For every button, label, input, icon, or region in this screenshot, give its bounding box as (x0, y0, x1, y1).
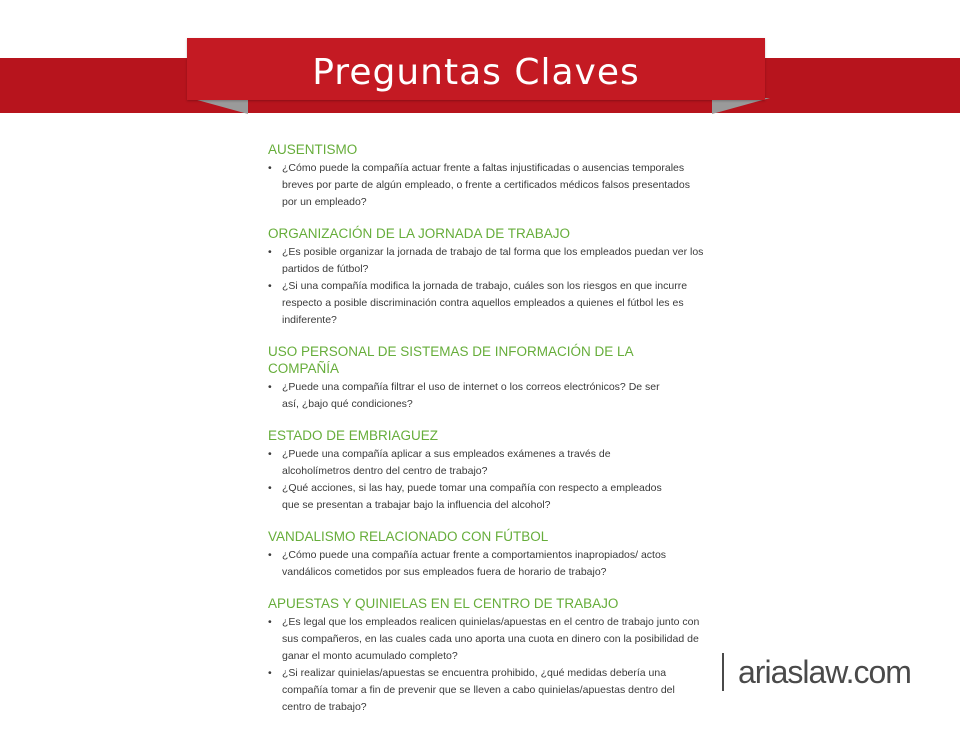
question-item: • ¿Puede una compañía filtrar el uso de internet o los correos electrónicos? De ser así, ¿bajo qué condiciones? (268, 379, 672, 413)
bullet-list (268, 547, 708, 581)
section-vandalismo (268, 528, 708, 581)
section-heading: APUESTAS Y QUINIELAS EN EL CENTRO DE TRABAJO (268, 596, 619, 611)
section-ausentismo (268, 141, 708, 211)
bullet-list (268, 244, 708, 329)
question-item: • ¿Cómo puede la compañía actuar frente a faltas injustificadas o ausencias temporales breves por parte de algún empleado, o frente a certificados médicos falsos presentados por un empleado? (268, 160, 708, 211)
question-item: • ¿Si realizar quinielas/apuestas se encuentra prohibido, ¿qué medidas debería una compañía tomar a fin de prevenir que se lleven a cabo quinielas/apuestas dentro del centro de trabajo? (268, 665, 692, 716)
section-heading: ORGANIZACIÓN DE LA JORNADA DE TRABAJO (268, 226, 571, 241)
section-heading: AUSENTISMO (268, 142, 358, 157)
bullet-list (268, 614, 708, 716)
section-uso-personal-sistemas (268, 343, 708, 413)
question-item: • ¿Si una compañía modifica la jornada de trabajo, cuáles son los riesgos en que incurre respecto a posible discriminación contra aquellos empleados a quienes el fútbol les es indiferente? (268, 278, 708, 329)
bullet-list (268, 446, 708, 514)
section-apuestas-quinielas (268, 595, 708, 716)
banner-fold-right (712, 98, 770, 114)
bullet-list (268, 379, 708, 413)
bullet-list (268, 160, 708, 211)
section-heading: ESTADO DE EMBRIAGUEZ (268, 428, 439, 443)
question-item: • ¿Puede una compañía aplicar a sus empleados exámenes a través de alcoholímetros dentro del centro de trabajo? (268, 446, 662, 480)
title-banner (187, 38, 765, 100)
slide-title: Preguntas Claves (312, 52, 640, 93)
banner-fold-left (190, 98, 248, 114)
question-item: • ¿Cómo puede una compañía actuar frente a comportamientos inapropiados/ actos vandálicos cometidos por sus empleados fuera de horario de trabajo? (268, 547, 692, 581)
section-estado-embriaguez (268, 427, 708, 514)
question-item: • ¿Qué acciones, si las hay, puede tomar una compañía con respecto a empleados que se presentan a trabajar bajo la influencia del alcohol? (268, 480, 662, 514)
section-heading: VANDALISMO RELACIONADO CON FÚTBOL (268, 529, 549, 544)
brand-logo (722, 652, 911, 692)
brand-divider (722, 653, 724, 691)
section-organizacion-jornada (268, 225, 708, 329)
section-heading: USO PERSONAL DE SISTEMAS DE INFORMACIÓN DE LA COMPAÑÍA (268, 344, 633, 376)
brand-text: ariaslaw.com (738, 653, 911, 690)
question-item: • ¿Es posible organizar la jornada de trabajo de tal forma que los empleados puedan ver los partidos de fútbol? (268, 244, 708, 278)
questions-document (268, 141, 708, 730)
question-item: • ¿Es legal que los empleados realicen quinielas/apuestas en el centro de trabajo junto con sus compañeros, en las cuales cada uno aporta una cuota en dinero con la posibilidad de ganar el monto acumulado completo? (268, 614, 708, 665)
